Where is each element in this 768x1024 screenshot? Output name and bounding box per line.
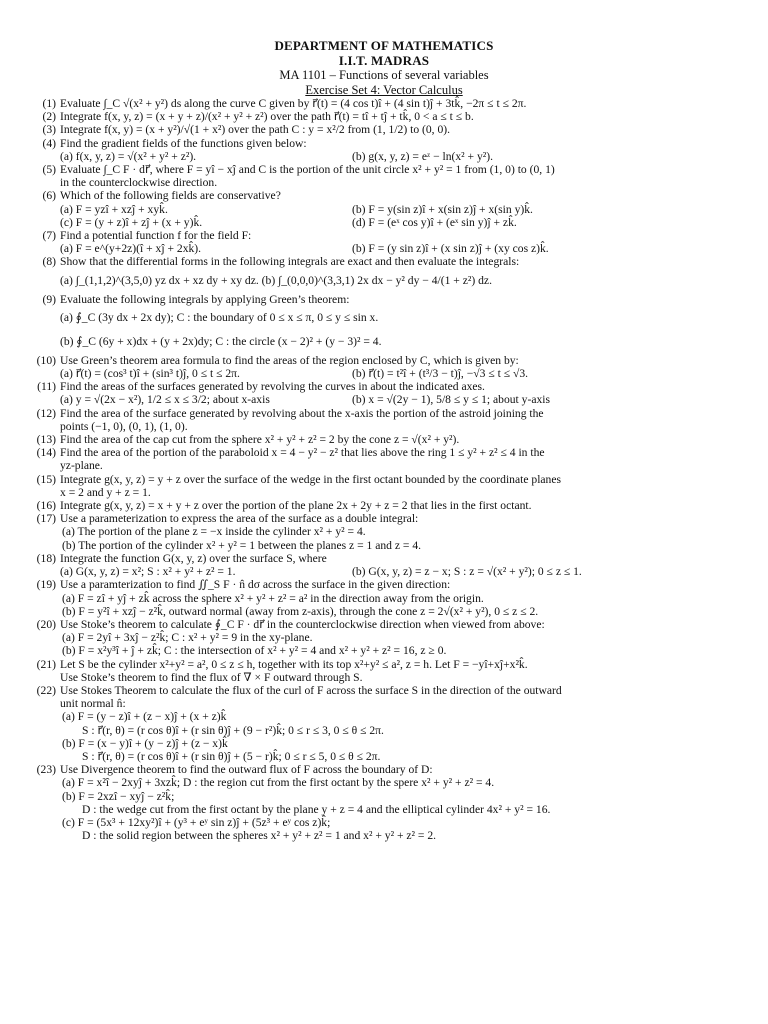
problem-number: (13) — [36, 433, 56, 447]
problem-item — [30, 255, 742, 292]
problem-text: Find the gradient fields of the functions given below: — [60, 136, 307, 150]
problem-item — [30, 137, 742, 163]
problem-text: Use Stoke’s theorem to calculate ∮_C F · dr⃗ in the counterclockwise direction when viewed from above: — [60, 617, 545, 631]
subpart-row — [60, 393, 742, 406]
problem-number: (10) — [36, 353, 56, 367]
document-header — [0, 38, 768, 98]
problem-item — [30, 354, 742, 380]
problem-item — [30, 684, 742, 763]
problem-item — [30, 552, 742, 578]
subpart-text: (b) G(x, y, z) = z − x; S : z = √(x² + y²); 0 ≤ z ≤ 1. — [352, 565, 582, 579]
problem-text: Show that the differential forms in the following integrals are exact and then evaluate the integrals: — [60, 255, 520, 269]
problem-number: (2) — [42, 110, 56, 124]
problem-number: (21) — [36, 657, 56, 671]
subpart-text: (a) G(x, y, z) = x²; S : x² + y² + z² = 1. — [60, 565, 236, 579]
problem-item — [30, 110, 742, 123]
problem-item — [30, 512, 742, 552]
problem-text: Integrate the function G(x, y, z) over the surface S, where — [60, 551, 327, 565]
subpart-row — [60, 367, 742, 380]
problem-text: Use a parameterization to express the area of the surface as a double integral: — [60, 512, 419, 526]
integral-subpart: (b) ∮_C (6y + x)dx + (y + 2x)dy; C : the circle (x − 2)² + (y − 3)² = 4. — [60, 334, 382, 348]
problem-number: (3) — [42, 123, 56, 137]
subpart-text: (b) g(x, y, z) = eᶻ − ln(x² + y²). — [352, 149, 494, 163]
problem-text: Which of the following fields are conservative? — [60, 189, 281, 203]
problem-number: (17) — [36, 512, 56, 526]
problem-number: (16) — [36, 499, 56, 513]
problem-text: Use Divergence theorem to find the outward flux of F across the boundary of D: — [60, 763, 433, 777]
problem-number: (12) — [36, 406, 56, 420]
problem-item — [30, 293, 742, 354]
course-title: MA 1101 – Functions of several variables — [279, 68, 489, 82]
problem-text: yz-plane. — [60, 459, 103, 473]
subpart-text: (b) x = √(2y − 1), 5/8 ≤ y ≤ 1; about y-axis — [352, 393, 550, 407]
problem-item — [30, 578, 742, 618]
subpart-row — [60, 216, 742, 229]
subpart-text: (a) F = zî + yĵ + zk̂ across the sphere x² + y² + z² = a² in the direction away from the origin. — [62, 591, 484, 605]
problem-text: Find the area of the portion of the paraboloid x = 4 − y² − z² that lies above the ring 1 ≤ y² + z² ≤ 4 in the — [60, 446, 545, 460]
subpart-text: (a) F = (y − z)î + (z − x)ĵ + (x + z)k̂ — [62, 710, 227, 724]
problem-text: Use Stoke’s theorem to find the flux of ∇ × F outward through S. — [60, 670, 363, 684]
problem-text: Evaluate ∫_C F · dr⃗, where F = yî − xĵ and C is the portion of the unit circle x² + y² = 1 from (1, 0) to (0, 1) — [60, 163, 555, 177]
subpart-text: (d) F = (eˣ cos y)î + (eˣ sin y)ĵ + zk̂. — [352, 215, 517, 229]
subpart-text: (b) The portion of the cylinder x² + y² = 1 between the planes z = 1 and z = 4. — [62, 538, 422, 552]
problem-item — [30, 499, 742, 512]
problem-number: (8) — [42, 255, 56, 269]
problem-text: Let S be the cylinder x²+y² = a², 0 ≤ z ≤ h, together with its top x²+y² ≤ a², z = h. Let F = −yî+xĵ+x²k̂. — [60, 657, 528, 671]
problem-item — [30, 123, 742, 136]
problem-number: (7) — [42, 229, 56, 243]
problem-text: Integrate g(x, y, z) = x + y + z over the portion of the plane 2x + 2y + z = 2 that lies in the first octant. — [60, 499, 532, 513]
problem-item — [30, 473, 742, 499]
institute-title: I.I.T. MADRAS — [338, 53, 430, 68]
subpart-text: (a) The portion of the plane z = −x inside the cylinder x² + y² = 4. — [62, 525, 366, 539]
problem-item — [30, 189, 742, 229]
problem-item — [30, 446, 742, 472]
subpart-text: (a) r⃗(t) = (cos³ t)î + (sin³ t)ĵ, 0 ≤ t ≤ 2π. — [60, 367, 240, 381]
problem-item — [30, 763, 742, 842]
problem-text: Find the areas of the surfaces generated by revolving the curves in about the indicated axes. — [60, 380, 485, 394]
subpart-detail: D : the wedge cut from the first octant by the plane y + z = 4 and the elliptical cylinder 4x² + y² = 16. — [82, 802, 551, 816]
subpart-detail: S : r⃗(r, θ) = (r cos θ)î + (r sin θ)ĵ + (9 − r²)k̂; 0 ≤ r ≤ 3, 0 ≤ θ ≤ 2π. — [82, 723, 384, 737]
problem-item — [30, 380, 742, 406]
problem-text: Integrate g(x, y, z) = y + z over the surface of the wedge in the first octant bounded by the coordinate planes — [60, 472, 562, 486]
integral-subpart: (a) ∫_(1,1,2)^(3,5,0) yz dx + xz dy + xy dz. (b) ∫_(0,0,0)^(3,3,1) 2x dx − y² dy − 4/(1 + z²) dz. — [60, 273, 492, 287]
problem-item — [30, 163, 742, 189]
subpart-row — [60, 242, 742, 255]
problem-item — [30, 97, 742, 110]
problem-text: x = 2 and y + z = 1. — [60, 485, 151, 499]
problem-text: Use Green’s theorem area formula to find the areas of the region enclosed by C, which is given by: — [60, 353, 519, 367]
department-title: DEPARTMENT OF MATHEMATICS — [274, 38, 494, 53]
subpart-text: (b) F = y(sin z)î + x(sin z)ĵ + x(sin y)k̂. — [352, 202, 533, 216]
problem-text: Use Stokes Theorem to calculate the flux of the curl of F across the surface S in the direction of the outward — [60, 683, 562, 697]
problem-text: Find the area of the surface generated by revolving about the x-axis the portion of the astroid joining the — [60, 406, 544, 420]
problem-text: Evaluate the following integrals by applying Green’s theorem: — [60, 292, 350, 306]
problem-text: in the counterclockwise direction. — [60, 176, 218, 190]
subpart-detail: S : r⃗(r, θ) = (r cos θ)î + (r sin θ)ĵ + (5 − r)k̂; 0 ≤ r ≤ 5, 0 ≤ θ ≤ 2π. — [82, 749, 381, 763]
problem-number: (23) — [36, 763, 56, 777]
problem-number: (15) — [36, 472, 56, 486]
problem-number: (6) — [42, 189, 56, 203]
problem-item — [30, 433, 742, 446]
problem-number: (20) — [36, 617, 56, 631]
subpart-text: (a) F = 2yî + 3xĵ − z²k̂; C : x² + y² = 9 in the xy-plane. — [62, 631, 313, 645]
subpart-row — [60, 565, 742, 578]
subpart-text: (a) f(x, y, z) = √(x² + y² + z²). — [60, 149, 197, 163]
problem-number: (19) — [36, 578, 56, 592]
problem-number: (4) — [42, 136, 56, 150]
subpart-row — [60, 150, 742, 163]
subpart-text: (b) F = 2xzî − xyĵ − z²k̂; — [62, 789, 175, 803]
problem-text: unit normal n̂: — [60, 697, 126, 711]
subpart-text: (a) F = x²î − 2xyĵ + 3xzk̂; D : the region cut from the first octant by the spere x² + y² + z² = 4. — [62, 776, 495, 790]
problem-number: (22) — [36, 683, 56, 697]
problem-number: (1) — [42, 97, 56, 110]
exercise-set-title: Exercise Set 4: Vector Calculus — [305, 83, 463, 97]
subpart-text: (a) F = yzî + xzĵ + xyk̂. — [60, 202, 168, 216]
problem-item — [30, 618, 742, 658]
subpart-text: (a) F = e^(y+2z)(î + xĵ + 2xk̂). — [60, 242, 202, 256]
problem-text: Evaluate ∫_C √(x² + y²) ds along the curve C given by r⃗(t) = (4 cos t)î + (4 sin t)ĵ + 3tk̂, −2π ≤ t ≤ 2π. — [60, 97, 527, 110]
integral-subpart: (a) ∮_C (3y dx + 2x dy); C : the boundary of 0 ≤ x ≤ π, 0 ≤ y ≤ sin x. — [60, 310, 379, 324]
problem-list — [30, 97, 742, 842]
subpart-text: (b) F = (x − y)î + (y − z)ĵ + (z − x)k̂ — [62, 736, 228, 750]
problem-text: Find the area of the cap cut from the sphere x² + y² + z² = 2 by the cone z = √(x² + y²). — [60, 433, 460, 447]
problem-number: (5) — [42, 163, 56, 177]
problem-item — [30, 658, 742, 684]
subpart-text: (b) F = (y sin z)î + (x sin z)ĵ + (xy cos z)k̂. — [352, 242, 549, 256]
problem-item — [30, 229, 742, 255]
problem-number: (14) — [36, 446, 56, 460]
subpart-text: (b) F = y²î + xzĵ − z²k̂, outward normal (away from z-axis), through the cone z = 2√(x² + y²), 0 ≤ z ≤ 2. — [62, 604, 539, 618]
problem-number: (11) — [37, 380, 56, 394]
problem-number: (18) — [36, 551, 56, 565]
subpart-text: (a) y = √(2x − x²), 1/2 ≤ x ≤ 3/2; about x-axis — [60, 393, 270, 407]
problem-text: points (−1, 0), (0, 1), (1, 0). — [60, 419, 188, 433]
problem-number: (9) — [42, 292, 56, 306]
subpart-text: (c) F = (y + z)î + zĵ + (x + y)k̂. — [60, 215, 203, 229]
subpart-text: (b) F = x²y³î + ĵ + zk̂; C : the intersection of x² + y² = 4 and x² + y² + z² = 16, z ≥ 0. — [62, 644, 447, 658]
subpart-text: (b) r⃗(t) = t²î + (t³/3 − t)ĵ, −√3 ≤ t ≤ √3. — [352, 367, 529, 381]
problem-text: Integrate f(x, y) = (x + y²)/√(1 + x²) over the path C : y = x²/2 from (1, 1/2) to (0, 0). — [60, 123, 451, 137]
subpart-row — [60, 203, 742, 216]
subpart-detail: D : the solid region between the spheres x² + y² + z² = 1 and x² + y² + z² = 2. — [82, 829, 437, 843]
problem-item — [30, 407, 742, 433]
problem-text: Integrate f(x, y, z) = (x + y + z)/(x² + y² + z²) over the path r⃗(t) = tî + tĵ + tk̂, 0 < a ≤ t ≤ b. — [60, 110, 474, 124]
subpart-text: (c) F = (5x³ + 12xy²)î + (y³ + eʸ sin z)ĵ + (5z³ + eʸ cos z)k̂; — [62, 815, 331, 829]
problem-text: Find a potential function f for the field F: — [60, 229, 252, 243]
problem-text: Use a paramterization to find ∬_S F · n̂ dσ across the surface in the given direction: — [60, 578, 451, 592]
